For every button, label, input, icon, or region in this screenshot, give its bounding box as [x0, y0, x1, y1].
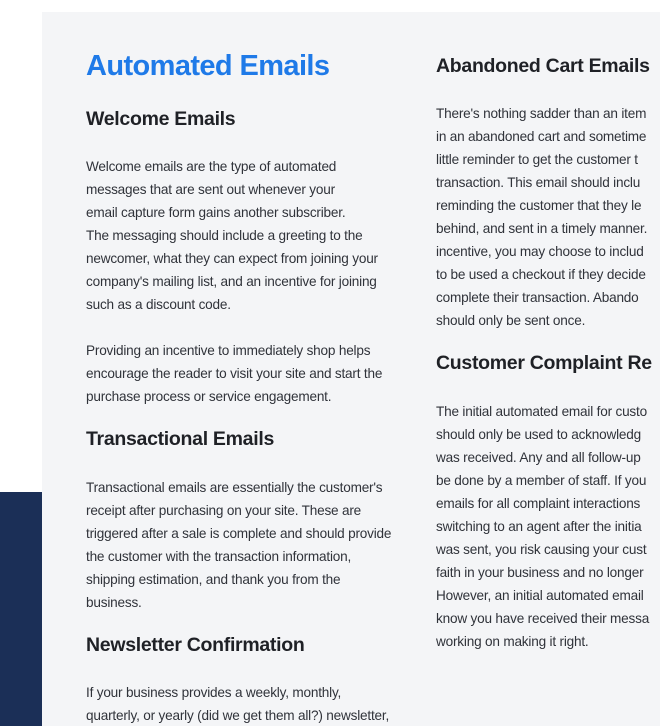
text-line: There's nothing sadder than an item: [436, 106, 647, 121]
text-line: Providing an incentive to immediately shop helps: [86, 343, 371, 358]
text-line: triggered after a sale is complete and should provide: [86, 526, 392, 541]
text-line: Welcome emails are the type of automated: [86, 159, 337, 174]
text-line: shipping estimation, and thank you from the: [86, 572, 341, 587]
text-line: reminding the customer that they le: [436, 198, 642, 213]
newsletter-confirmation-heading: Newsletter Confirmation: [86, 634, 305, 656]
text-line: email capture form gains another subscriber.: [86, 205, 346, 220]
text-line: to be used a checkout if they decide: [436, 267, 646, 282]
text-line: However, an initial automated email: [436, 588, 644, 603]
text-line: switching to an agent after the initia: [436, 519, 642, 534]
text-line: newcomer, what they can expect from joining your: [86, 251, 378, 266]
text-line: transaction. This email should inclu: [436, 175, 641, 190]
text-line: should only be used to acknowledg: [436, 427, 642, 442]
text-line: quarterly, or yearly (did we get them all?) newsletter,: [86, 708, 390, 723]
text-line: in an abandoned cart and sometime: [436, 129, 647, 144]
customer-complaint-paragraph: [436, 400, 649, 653]
text-line: behind, and sent in a timely manner.: [436, 221, 648, 236]
newsletter-confirmation-paragraph: [86, 681, 389, 726]
text-line: was received. Any and all follow-up: [436, 450, 641, 465]
text-line: the customer with the transaction information,: [86, 549, 352, 564]
abandoned-cart-emails-heading: Abandoned Cart Emails: [436, 55, 650, 77]
welcome-emails-heading: Welcome Emails: [86, 108, 236, 130]
text-line: was sent, you risk causing your cust: [436, 542, 647, 557]
text-line: such as a discount code.: [86, 297, 231, 312]
welcome-emails-paragraph-2: [86, 339, 382, 408]
document-page: [42, 12, 660, 726]
welcome-emails-paragraph-1: [86, 155, 378, 316]
text-line: know you have received their messa: [436, 611, 650, 626]
text-line: encourage the reader to visit your site and start the: [86, 366, 383, 381]
text-line: working on making it right.: [436, 634, 589, 649]
text-line: receipt after purchasing on your site. These are: [86, 503, 362, 518]
abandoned-cart-emails-paragraph: [436, 102, 647, 332]
text-line: complete their transaction. Abando: [436, 290, 639, 305]
text-line: company's mailing list, and an incentive for joining: [86, 274, 377, 289]
text-line: The messaging should include a greeting to the: [86, 228, 363, 243]
text-line: purchase process or service engagement.: [86, 389, 332, 404]
customer-complaint-heading: Customer Complaint Re: [436, 352, 652, 374]
text-line: incentive, you may choose to includ: [436, 244, 644, 259]
transactional-emails-heading: Transactional Emails: [86, 428, 275, 450]
text-line: little reminder to get the customer t: [436, 152, 638, 167]
navy-background-band: [0, 492, 42, 726]
text-line: emails for all complaint interactions: [436, 496, 641, 511]
transactional-emails-paragraph: [86, 476, 391, 614]
text-line: The initial automated email for custo: [436, 404, 647, 419]
text-line: should only be sent once.: [436, 313, 586, 328]
text-line: be done by a member of staff. If you: [436, 473, 647, 488]
text-line: business.: [86, 595, 142, 610]
text-line: messages that are sent out whenever your: [86, 182, 335, 197]
document-title: Automated Emails: [86, 50, 330, 82]
text-line: If your business provides a weekly, monthly,: [86, 685, 342, 700]
text-line: faith in your business and no longer: [436, 565, 644, 580]
text-line: Transactional emails are essentially the customer's: [86, 480, 383, 495]
